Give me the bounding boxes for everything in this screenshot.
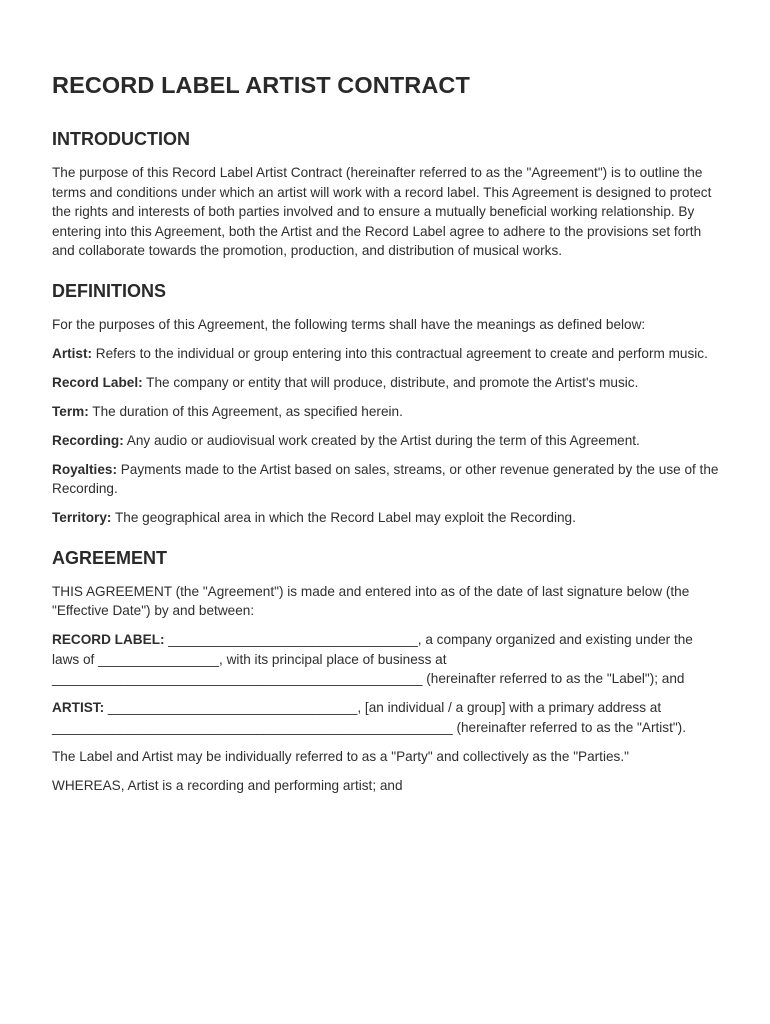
artist-party-text: _________________________________, [an individual / a group] with a primary address at _____________________________________________________ (hereinafter referred to as the "Artist").: [52, 700, 686, 735]
introduction-section: [52, 126, 722, 261]
agreement-intro: THIS AGREEMENT (the "Agreement") is made and entered into as of the date of last signature below (the "Effective Date") by and between:: [52, 583, 690, 618]
definitions-section: [52, 278, 722, 528]
record-label-party-text: _________________________________, a company organized and existing under the laws of ________________, with its principal place of business at _________________________________________________ (hereinafter referred to as the "Label"); and: [52, 632, 693, 686]
artist-party-clause: [52, 698, 722, 737]
definition-term: Artist:: [52, 345, 93, 361]
definition-item-royalties: [52, 460, 722, 499]
definition-text: The company or entity that will produce, distribute, and promote the Artist's music.: [142, 374, 639, 390]
agreement-heading: AGREEMENT: [52, 547, 168, 568]
definition-term: Term:: [52, 403, 89, 419]
definitions-heading: DEFINITIONS: [52, 280, 167, 301]
definitions-intro: For the purposes of this Agreement, the following terms shall have the meanings as defined below:: [52, 316, 646, 332]
definition-item-recording: [52, 431, 722, 451]
definition-text: Refers to the individual or group entering into this contractual agreement to create and perform music.: [92, 345, 708, 361]
parties-clause: The Label and Artist may be individually referred to as a "Party" and collectively as the "Parties.": [52, 748, 629, 764]
definition-term: Royalties:: [52, 461, 117, 477]
record-label-party-label: RECORD LABEL:: [52, 632, 165, 647]
definition-text: Payments made to the Artist based on sales, streams, or other revenue generated by the use of the Recording.: [52, 461, 719, 496]
definition-text: Any audio or audiovisual work created by the Artist during the term of this Agreement.: [123, 432, 640, 448]
introduction-heading: INTRODUCTION: [52, 129, 190, 149]
document-title: RECORD LABEL ARTIST CONTRACT: [52, 72, 470, 98]
record-label-party-clause: [52, 630, 722, 689]
artist-party-label: ARTIST:: [52, 700, 105, 715]
definition-term: Recording:: [52, 432, 124, 448]
definition-term: Record Label:: [52, 374, 143, 390]
agreement-section: [52, 545, 722, 796]
definition-item-artist: [52, 344, 722, 364]
definition-item-term: [52, 402, 722, 422]
definition-term: Territory:: [52, 510, 112, 525]
definition-text: The duration of this Agreement, as specified herein.: [88, 403, 403, 419]
definition-item-record-label: [52, 373, 722, 393]
definition-item-territory: [52, 508, 722, 528]
contract-page: [52, 68, 722, 805]
whereas-clause: WHEREAS, Artist is a recording and performing artist; and: [52, 777, 403, 793]
introduction-paragraph: The purpose of this Record Label Artist Contract (hereinafter referred to as the "Agreement") is to outline the terms and conditions under which an artist will work with a record label. This Agreement is designed to protect the rights and interests of both parties involved and to ensure a mutually beneficial working relationship. By entering into this Agreement, both the Artist and the Record Label agree to adhere to the provisions set forth and collaborate towards the promotion, production, and distribution of musical works.: [52, 165, 712, 258]
definition-text: The geographical area in which the Record Label may exploit the Recording.: [111, 510, 576, 525]
